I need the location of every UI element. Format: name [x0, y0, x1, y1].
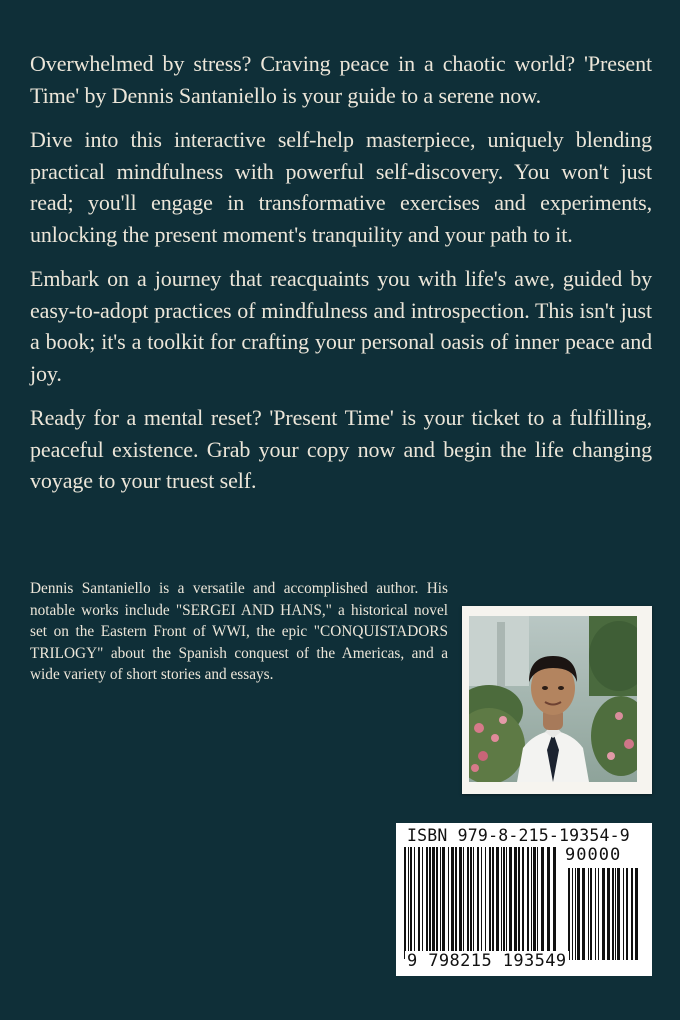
blurb-paragraph-1: Overwhelmed by stress? Craving peace in a chaotic world? 'Present Time' by Dennis Santaniello is your guide to a serene now. [30, 51, 652, 108]
isbn-label: ISBN 979-8-215-19354-9 [407, 826, 630, 845]
blurb-paragraph-2: Dive into this interactive self-help masterpiece, uniquely blending practical mindfulness with powerful self-discovery. You won't just read; you'll engage in transformative exercises and experiments, unlocking the present moment's tranquility and your path to it. [30, 127, 652, 247]
addon-barcode-bars [568, 868, 640, 960]
back-cover-blurb [30, 48, 652, 510]
isbn-barcode [396, 823, 652, 976]
ean-barcode-bars [404, 847, 556, 959]
author-bio: Dennis Santaniello is a versatile and accomplished author. His notable works include "SERGEI AND HANS," a historical novel set on the Eastern Front of WWI, the epic "CONQUISTADORS TRILOGY" about the Spanish conquest of the Americas, and a wide variety of short stories and essays. [30, 580, 448, 683]
author-portrait-photo [469, 616, 637, 782]
ean-digits: 9 798215 193549 [407, 951, 567, 971]
author-photo-frame [462, 606, 652, 794]
price-code: 90000 [565, 845, 622, 865]
blurb-paragraph-4: Ready for a mental reset? 'Present Time' is your ticket to a fulfilling, peaceful existence. Grab your copy now and begin the life changing voyage to your truest self. [30, 405, 652, 493]
blurb-paragraph-3: Embark on a journey that reacquaints you with life's awe, guided by easy-to-adopt practices of mindfulness and introspection. This isn't just a book; it's a toolkit for crafting your personal oasis of inner peace and joy. [30, 266, 652, 386]
